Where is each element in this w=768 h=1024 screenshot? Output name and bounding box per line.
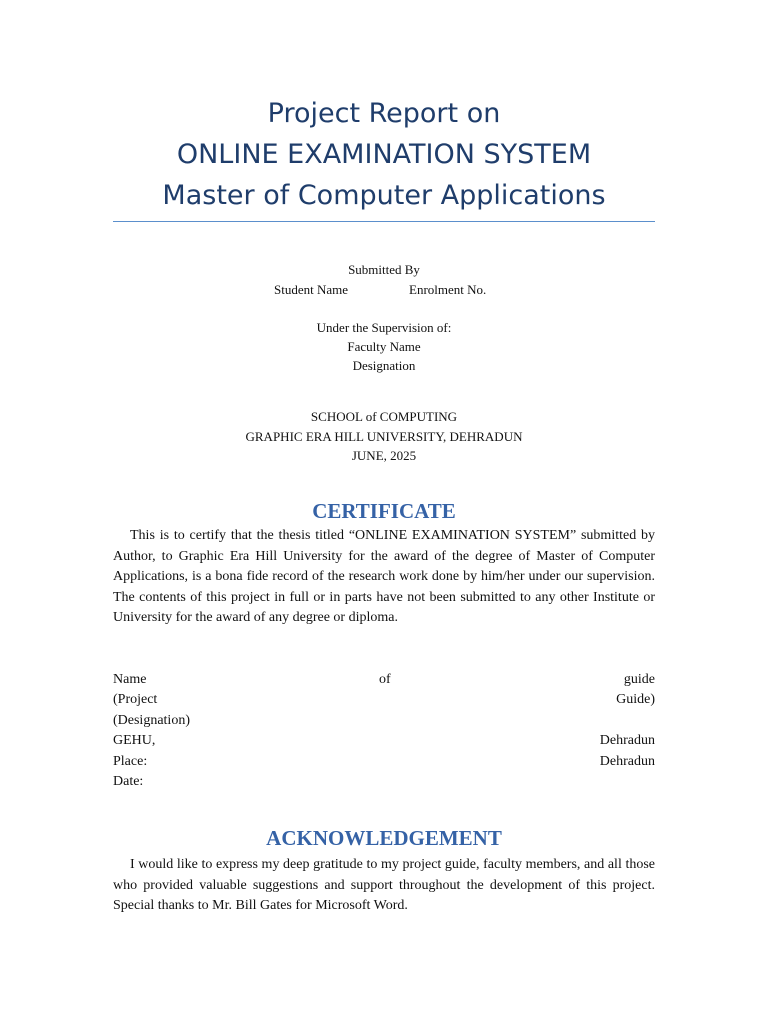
university-name: GRAPHIC ERA HILL UNIVERSITY, DEHRADUN: [245, 429, 523, 444]
school-name: SCHOOL of COMPUTING: [310, 409, 458, 424]
signature-guide-label: guide: [623, 672, 655, 687]
signature-guide-role: Guide): [616, 692, 655, 707]
signature-institute: GEHU,: [113, 733, 156, 748]
signature-name-label: Name: [113, 672, 147, 687]
signature-place-label: Place:: [113, 754, 148, 769]
signature-of-label: of: [379, 672, 391, 687]
submission-date: JUNE, 2025: [351, 448, 417, 463]
acknowledgement-paragraph: [113, 855, 655, 917]
certificate-paragraph: [113, 526, 655, 629]
supervision-label: Under the Supervision of:: [316, 320, 452, 335]
submitted-by-label: Submitted By: [348, 262, 420, 277]
signature-row: [113, 670, 655, 690]
faculty-name: Faculty Name: [347, 339, 421, 354]
report-title: [113, 93, 655, 216]
acknowledgement-text: I would like to express my deep gratitude to my project guide, faculty members, and all those who provided valuable suggestions and support throughout the development of this project. Special thanks to Mr. Bill Gates for Microsoft Word.: [113, 857, 655, 913]
student-info-row: [0, 280, 768, 299]
signature-row: [113, 690, 655, 710]
signature-row: [113, 731, 655, 751]
title-line-project-report: Project Report on: [267, 98, 501, 129]
signature-row: [113, 711, 655, 731]
title-line-degree: Master of Computer Applications: [162, 180, 606, 211]
signature-institute-city: Dehradun: [599, 733, 655, 748]
title-line-system-name: ONLINE EXAMINATION SYSTEM: [176, 139, 592, 170]
signature-row: [113, 772, 655, 792]
signature-place-value: Dehradun: [599, 754, 655, 769]
enrolment-number: Enrolment No.: [409, 282, 487, 297]
certificate-heading: CERTIFICATE: [312, 499, 456, 523]
faculty-designation: Designation: [352, 358, 416, 373]
signature-designation: (Designation): [113, 713, 190, 728]
certificate-text: This is to certify that the thesis titled “ONLINE EXAMINATION SYSTEM” submitted by Author, to Graphic Era Hill University for the award of the degree of Master of Computer Applications, is a bona fide record of the research work done by him/her under our supervision. The contents of this project in full or in parts have not been submitted to any other Institute or University for the award of any degree or diploma.: [113, 528, 655, 625]
signature-date-label: Date:: [113, 774, 144, 789]
title-divider: [113, 221, 655, 222]
student-name: Student Name: [274, 282, 349, 297]
signature-row: [113, 752, 655, 772]
signature-project-label: (Project: [113, 692, 158, 707]
acknowledgement-heading: ACKNOWLEDGEMENT: [266, 826, 502, 850]
